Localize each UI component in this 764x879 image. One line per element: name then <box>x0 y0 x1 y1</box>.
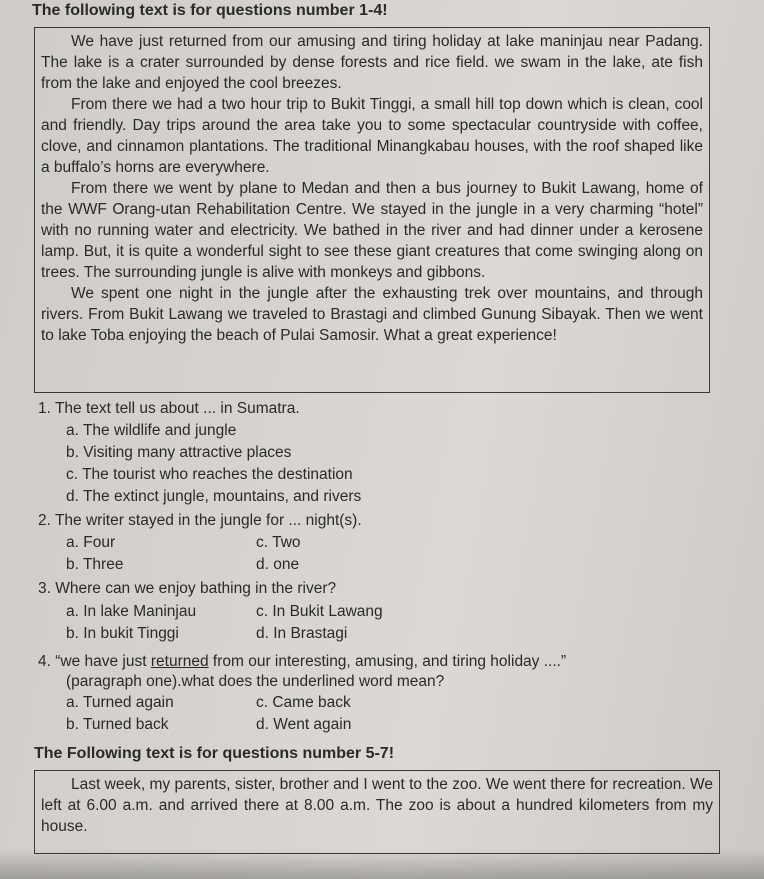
reading-passage-2 <box>34 770 720 854</box>
question-4-stem-line-2: (paragraph one).what does the underlined word mean? <box>66 673 445 690</box>
question-3-option-d: d. In Brastagi <box>256 625 348 642</box>
underlined-word: returned <box>150 653 209 670</box>
section-heading-2: The Following text is for questions number 5-7! <box>34 745 395 762</box>
question-1-stem: 1. The text tell us about ... in Sumatra. <box>38 400 300 417</box>
question-4-option-a: a. Turned again <box>66 694 174 711</box>
question-4-option-d: d. Went again <box>256 716 352 733</box>
passage1-paragraph-1: We have just returned from our amusing and tiring holiday at lake maninjau near Padang. The lake is a crater surrounded by dense forests and rice field. we swam in the lake, ate fish from the lake and enjoyed the cool breezes. <box>41 33 703 92</box>
question-3-option-a: a. In lake Maninjau <box>66 603 197 620</box>
question-4-stem-end: from our interesting, amusing, and tiring holiday ....” <box>208 653 567 670</box>
page-edge-shadow <box>0 849 764 879</box>
question-3-option-b: b. In bukit Tinggi <box>66 625 179 642</box>
question-2-option-b: b. Three <box>66 556 124 573</box>
question-3-option-c: c. In Bukit Lawang <box>256 603 383 620</box>
question-1-option-d: d. The extinct jungle, mountains, and rivers <box>66 488 362 505</box>
question-1-option-c: c. The tourist who reaches the destination <box>66 466 353 483</box>
question-4-option-c: c. Came back <box>256 694 351 711</box>
reading-passage-1 <box>34 27 710 393</box>
question-3-stem: 3. Where can we enjoy bathing in the river? <box>38 580 337 597</box>
section-heading-1: The following text is for questions number 1-4! <box>32 2 388 19</box>
passage2-paragraph-1: Last week, my parents, sister, brother and I went to the zoo. We went there for recreation. We left at 6.00 a.m. and arrived there at 8.00 a.m. The zoo is about a hundred kilometers from my house. <box>41 776 713 835</box>
question-4-stem <box>38 651 718 672</box>
question-1-option-a: a. The wildlife and jungle <box>66 422 237 439</box>
question-4-stem-start: 4. “we have just <box>38 653 151 670</box>
passage1-paragraph-3: From there we went by plane to Medan and then a bus journey to Bukit Lawang, home of the WWF Orang-utan Rehabilitation Centre. We stayed in the jungle in a very charming “hotel” with no running water and electricity. We bathed in the river and had dinner under a kerosene lamp. But, it is quite a wonderful sight to see these giant creatures that come swinging along on trees. The surrounding jungle is alive with monkeys and gibbons. <box>41 180 703 281</box>
passage1-paragraph-4: We spent one night in the jungle after the exhausting trek over mountains, and through rivers. From Bukit Lawang we traveled to Brastagi and climbed Gunung Sibayak. Then we went to lake Toba enjoying the beach of Pulai Samosir. What a great experience! <box>41 285 703 344</box>
question-2-stem: 2. The writer stayed in the jungle for ... night(s). <box>38 512 362 529</box>
passage1-paragraph-2: From there we had a two hour trip to Bukit Tinggi, a small hill top down which is clean, cool and friendly. Day trips around the area take you to some spectacular countryside with coffee, clove, and cinnamon plantations. The traditional Minangkabau houses, with the roof shaped like a buffalo’s horns are everywhere. <box>41 96 703 176</box>
question-2-option-c: c. Two <box>256 534 301 551</box>
question-2-option-a: a. Four <box>66 534 116 551</box>
question-2-option-d: d. one <box>256 556 300 573</box>
question-1-option-b: b. Visiting many attractive places <box>66 444 292 461</box>
question-4-option-b: b. Turned back <box>66 716 169 733</box>
